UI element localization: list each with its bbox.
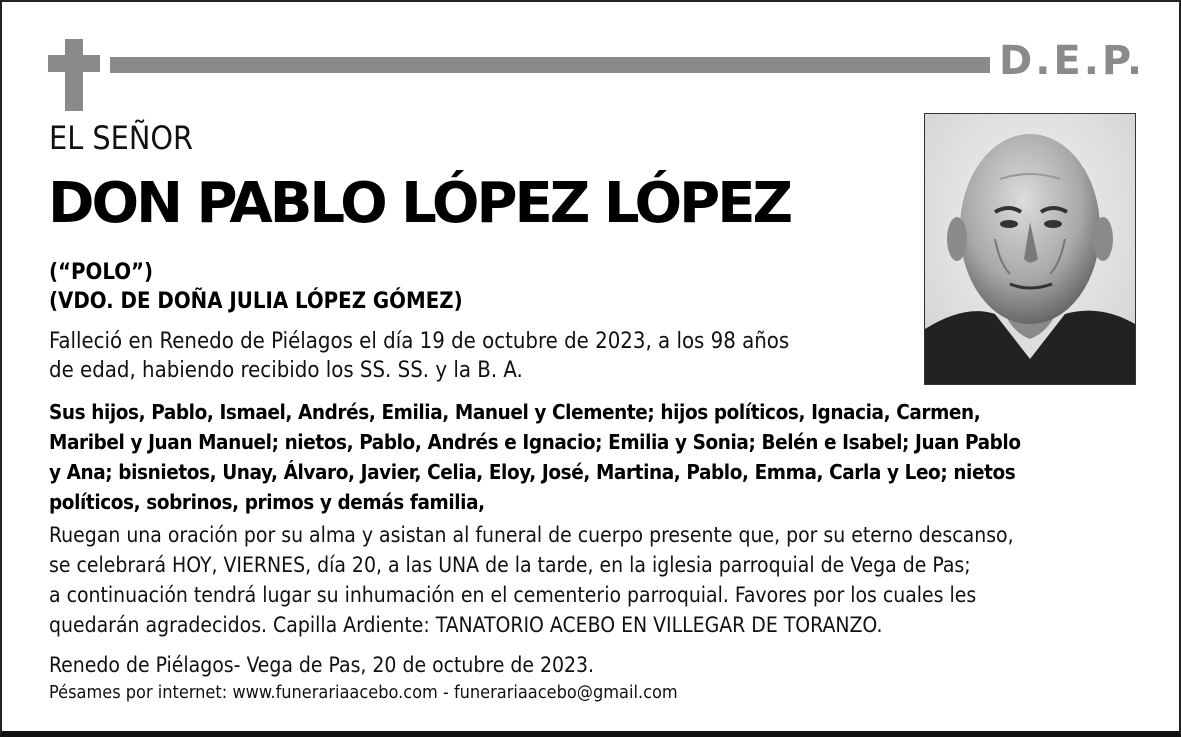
- family-notice-line: Maribel y Juan Manuel; nietos, Pablo, Andrés e Ignacio; Emilia y Sonia; Belén e Isabel; Juan Pablo: [49, 430, 1021, 454]
- portrait-photo: [924, 113, 1136, 385]
- death-notice-line: de edad, habiendo recibido los SS. SS. y la B. A.: [49, 358, 523, 383]
- honorific-title: EL SEÑOR: [49, 119, 194, 157]
- family-notice: [49, 397, 1139, 517]
- cross-icon-horizontal-bar: [48, 55, 100, 72]
- place-date: Renedo de Piélagos- Vega de Pas, 20 de octubre de 2023.: [49, 653, 595, 677]
- deceased-alias: (“POLO”): [49, 260, 154, 285]
- death-notice-line: Falleció en Renedo de Piélagos el día 19 de octubre de 2023, a los 98 años: [49, 329, 790, 354]
- deceased-name: DON PABLO LÓPEZ LÓPEZ: [48, 171, 791, 236]
- header-rule: [110, 57, 990, 73]
- cross-icon-vertical-bar: [65, 39, 83, 111]
- funeral-notice-line: quedarán agradecidos. Capilla Ardiente: TANATORIO ACEBO EN VILLEGAR DE TORANZO.: [49, 613, 883, 637]
- condolences-contact: Pésames por internet: www.funerariaacebo.com - funerariaacebo@gmail.com: [49, 682, 678, 703]
- funeral-notice-line: a continuación tendrá lugar su inhumación en el cementerio parroquial. Favores por los cuales les: [49, 583, 977, 607]
- dep-label: D.E.P.: [999, 38, 1146, 84]
- family-notice-line: políticos, sobrinos, primos y demás familia,: [49, 490, 485, 514]
- widow-of-line: (VDO. DE DOÑA JULIA LÓPEZ GÓMEZ): [49, 289, 463, 314]
- portrait-illustration: [925, 114, 1135, 384]
- death-notice: [49, 327, 849, 385]
- funeral-notice-line: Ruegan una oración por su alma y asistan al funeral de cuerpo presente que, por su eterno descanso,: [49, 523, 1014, 547]
- funeral-notice: [49, 520, 1149, 640]
- family-notice-line: y Ana; bisnietos, Unay, Álvaro, Javier, Celia, Eloy, José, Martina, Pablo, Emma, Carla y Leo; nietos: [49, 460, 1016, 484]
- funeral-notice-line: se celebrará HOY, VIERNES, día 20, a las UNA de la tarde, en la iglesia parroquial de Vega de Pas;: [49, 553, 971, 577]
- family-notice-line: Sus hijos, Pablo, Ismael, Andrés, Emilia, Manuel y Clemente; hijos políticos, Ignacia, Carmen,: [49, 400, 981, 424]
